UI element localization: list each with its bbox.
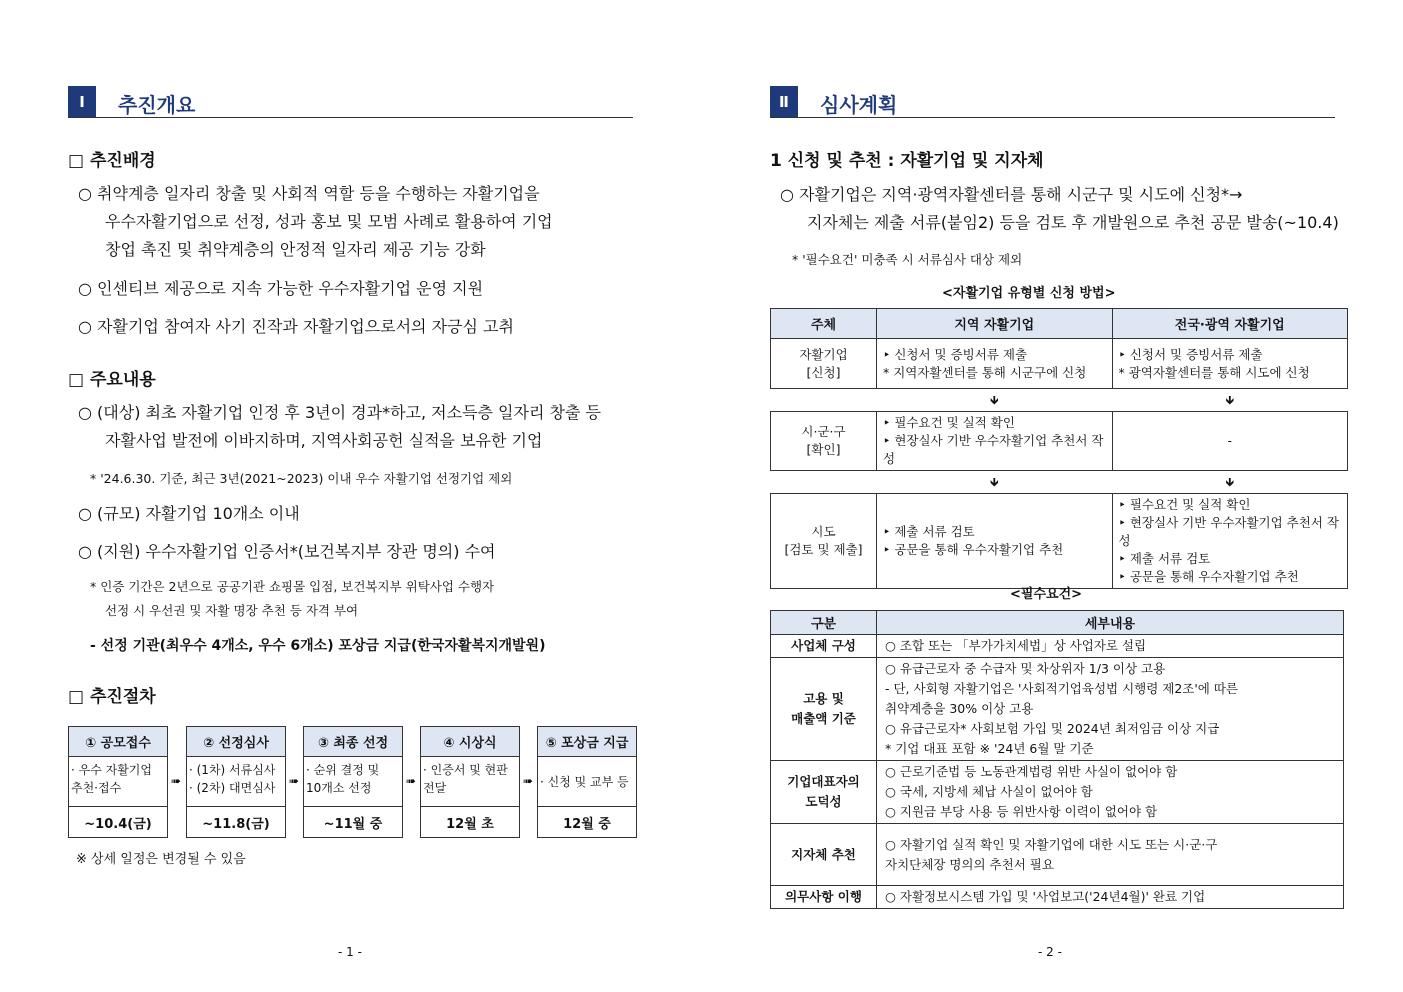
process-step-head: ⑤ 포상금 지급 [538, 727, 636, 757]
arrow-row [771, 471, 1348, 494]
arrow-icon: ➠ [523, 774, 534, 788]
process-step-date: 12월 중 [563, 816, 611, 832]
table-row: 고용 및 매출액 기준 ○ 유급근로자 중 수급자 및 차상위자 1/3 이상 고용 - 단, 사회형 자활기업은 '사회적기업육성법 시행령 제2조'에 따른 취약계층을 30% 이상 고용 ○ 유급근로자* 사회보험 가입 및 2024년 최저임금 이상 지급 * 기업 대표 포함 ※ '24년 6월 말 기준 [771, 658, 1344, 761]
main-content-heading: □ 주요내용 [68, 370, 156, 390]
process-step-head: ① 공모접수 [69, 727, 167, 757]
process-step-date: ~11.8(금) [202, 816, 270, 832]
section-number: Ⅱ [770, 86, 798, 117]
main-item-2: ○ (규모) 자활기업 10개소 이내 [78, 504, 300, 523]
table-header: 주체 [771, 309, 877, 339]
page-number: - 2 - [1038, 945, 1062, 959]
right-note: * '필수요건' 미충족 시 서류심사 대상 제외 [792, 252, 1023, 267]
procedure-note: ※ 상세 일정은 변경될 수 있음 [76, 852, 246, 867]
main-item-3: ○ (지원) 우수자활기업 인증서*(보건복지부 장관 명의) 수여 [78, 542, 496, 561]
process-step-2 [186, 726, 286, 838]
arrow-row [771, 389, 1348, 412]
process-step-date: ~10.4(금) [84, 816, 152, 832]
arrow-icon: ➠ [406, 774, 417, 788]
process-step-body: · 신청 및 교부 등 [538, 757, 636, 807]
bg-item-1a: ○ 취약계층 일자리 창출 및 사회적 역할 등을 수행하는 자활기업을 [78, 184, 540, 203]
process-step-head: ③ 최종 선정 [304, 727, 402, 757]
arrow-icon: ➠ [289, 774, 300, 788]
section-header-2 [770, 86, 1335, 118]
table-header: 구분 [771, 611, 877, 635]
process-step-1 [68, 726, 168, 838]
table2-caption: <필수요건> [1010, 587, 1083, 602]
down-arrow-icon: 🡻 [877, 389, 1113, 412]
table-header: 지역 자활기업 [877, 309, 1113, 339]
down-arrow-icon: 🡻 [1112, 389, 1348, 412]
main-item-1b: 자활사업 발전에 이바지하며, 지역사회공헌 실적을 보유한 기업 [105, 431, 543, 450]
down-arrow-icon: 🡻 [1112, 471, 1348, 494]
table-row: 자활기업 [신청] ‣ 신청서 및 증빙서류 제출 * 지역자활센터를 통해 시군구에 신청 ‣ 신청서 및 증빙서류 제출 * 광역자활센터를 통해 시도에 신청 [771, 339, 1348, 389]
right-item-1b: 지자체는 제출 서류(붙임2) 등을 검토 후 개발원으로 추천 공문 발송(~10.4) [807, 213, 1339, 232]
bg-item-3: ○ 자활기업 참여자 사기 진작과 자활기업으로서의 자긍심 고취 [78, 317, 514, 336]
procedure-heading: □ 추진절차 [68, 687, 156, 707]
process-step-body: · 인증서 및 현판 전달 [421, 757, 519, 807]
requirements-table [770, 610, 1344, 909]
arrow-icon: ➠ [171, 774, 182, 788]
section-title: 심사계획 [820, 93, 898, 117]
process-step-body: · (1차) 서류심사 · (2차) 대면심사 [187, 757, 285, 807]
background-heading: □ 추진배경 [68, 151, 156, 171]
bg-item-1c: 창업 촉진 및 취약계층의 안정적 일자리 제공 기능 강화 [105, 240, 486, 259]
table-row: 시도 [검토 및 제출] ‣ 제출 서류 검토 ‣ 공문을 통해 우수자활기업 추천 ‣ 필수요건 및 실적 확인 ‣ 현장실사 기반 우수자활기업 추천서 작성 ‣ 제출 서류 검토 ‣ 공문을 통해 우수자활기업 추천 [771, 494, 1348, 589]
table-row: 사업체 구성 ○ 조합 또는 「부가가치세법」상 사업자로 설립 [771, 635, 1344, 658]
process-step-date: ~11월 중 [323, 816, 383, 832]
process-step-3 [303, 726, 403, 838]
right-item-1a: ○ 자활기업은 지역·광역자활센터를 통해 시군구 및 시도에 신청*→ [780, 185, 1243, 204]
table-header: 전국·광역 자활기업 [1112, 309, 1348, 339]
section-number: Ⅰ [68, 86, 96, 117]
section-title: 추진개요 [118, 93, 196, 117]
main-note-2b: 선정 시 우선권 및 자활 명장 추천 등 자격 부여 [105, 603, 359, 618]
table-row: 기업대표자의 도덕성 ○ 근로기준법 등 노동관계법령 위반 사실이 없어야 함 ○ 국세, 지방세 체납 사실이 없어야 함 ○ 지원금 부당 사용 등 위반사항 이력이 없어야 함 [771, 761, 1344, 824]
table-row: 의무사항 이행 ○ 자활정보시스템 가입 및 '사업보고('24년4월)' 완료 기업 [771, 886, 1344, 909]
table-row: 지자체 추천 ○ 자활기업 실적 확인 및 자활기업에 대한 시도 또는 시·군·구 자치단체장 명의의 추천서 필요 [771, 824, 1344, 886]
process-step-head: ② 선정심사 [187, 727, 285, 757]
table1-caption: <자활기업 유형별 신청 방법> [942, 286, 1116, 301]
bg-item-2: ○ 인센티브 제공으로 지속 가능한 우수자활기업 운영 지원 [78, 279, 484, 298]
bg-item-1b: 우수자활기업으로 선정, 성과 홍보 및 모범 사례로 활용하여 기업 [105, 212, 553, 231]
process-step-5 [537, 726, 637, 838]
page-2 [770, 0, 1350, 992]
table-row: 시·군·구 [확인] ‣ 필수요건 및 실적 확인 ‣ 현장실사 기반 우수자활기업 추천서 작성 - [771, 412, 1348, 471]
process-step-head: ④ 시상식 [421, 727, 519, 757]
main-note-3: - 선정 기관(최우수 4개소, 우수 6개소) 포상금 지급(한국자활복지개발원) [90, 638, 546, 654]
main-item-1a: ○ (대상) 최초 자활기업 인정 후 3년이 경과*하고, 저소득층 일자리 창출 등 [78, 403, 601, 422]
page-1 [68, 0, 638, 992]
process-step-4 [420, 726, 520, 838]
process-step-date: 12월 초 [446, 816, 494, 832]
main-note-2a: * 인증 기간은 2년으로 공공기관 쇼핑몰 입점, 보건복지부 위탁사업 수행자 [90, 579, 495, 594]
subsection-title: 1 신청 및 추천 : 자활기업 및 지자체 [770, 151, 1044, 171]
table-header: 세부내용 [877, 611, 1344, 635]
application-method-table [770, 308, 1348, 589]
down-arrow-icon: 🡻 [877, 471, 1113, 494]
process-step-body: · 순위 결정 및 10개소 선정 [304, 757, 402, 807]
main-note-1: * '24.6.30. 기준, 최근 3년(2021~2023) 이내 우수 자활기업 선정기업 제외 [90, 471, 513, 486]
section-header-1 [68, 86, 633, 118]
page-number: - 1 - [338, 945, 362, 959]
process-step-body: · 우수 자활기업 추천·접수 [69, 757, 167, 807]
